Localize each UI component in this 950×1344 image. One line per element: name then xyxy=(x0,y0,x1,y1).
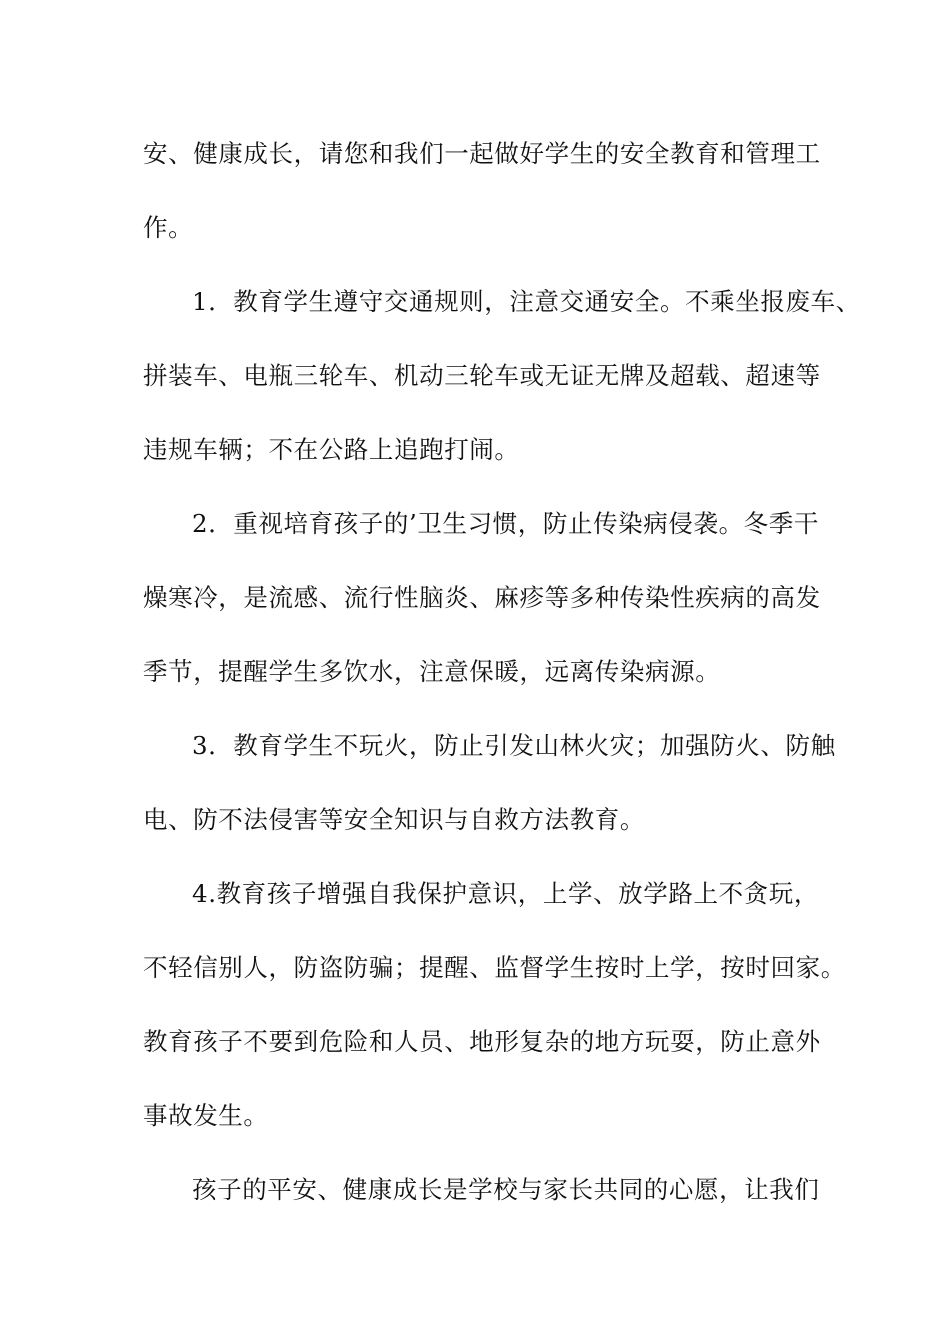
text-line: 违规车辆；不在公路上追跑打闹。 xyxy=(143,435,520,464)
text-line: 孩子的平安、健康成长是学校与家长共同的心愿，让我们 xyxy=(192,1175,820,1204)
text-line: 安、健康成长，请您和我们一起做好学生的安全教育和管理工 xyxy=(143,139,821,168)
text-line: 电、防不法侵害等安全知识与自救方法教育。 xyxy=(143,805,645,834)
text-line: 4.教育孩子增强自我保护意识，上学、放学路上不贪玩， xyxy=(192,879,819,908)
text-line: 不轻信别人，防盗防骗；提醒、监督学生按时上学，按时回家。 xyxy=(143,953,846,982)
text-line: 燥寒冷，是流感、流行性脑炎、麻疹等多种传染性疾病的高发 xyxy=(143,583,821,612)
text-line: 2．重视培育孩子的’卫生习惯，防止传染病侵袭。冬季干 xyxy=(192,509,819,538)
text-line: 事故发生。 xyxy=(143,1101,269,1130)
text-line: 拼装车、电瓶三轮车、机动三轮车或无证无牌及超载、超速等 xyxy=(143,361,821,390)
text-line: 1．教育学生遵守交通规则，注意交通安全。不乘坐报废车、 xyxy=(192,287,861,316)
text-line: 教育孩子不要到危险和人员、地形复杂的地方玩耍，防止意外 xyxy=(143,1027,821,1056)
text-line: 季节，提醒学生多饮水，注意保暖，远离传染病源。 xyxy=(143,657,721,686)
text-line: 3．教育学生不玩火，防止引发山林火灾；加强防火、防触 xyxy=(192,731,836,760)
text-line: 作。 xyxy=(143,213,194,242)
